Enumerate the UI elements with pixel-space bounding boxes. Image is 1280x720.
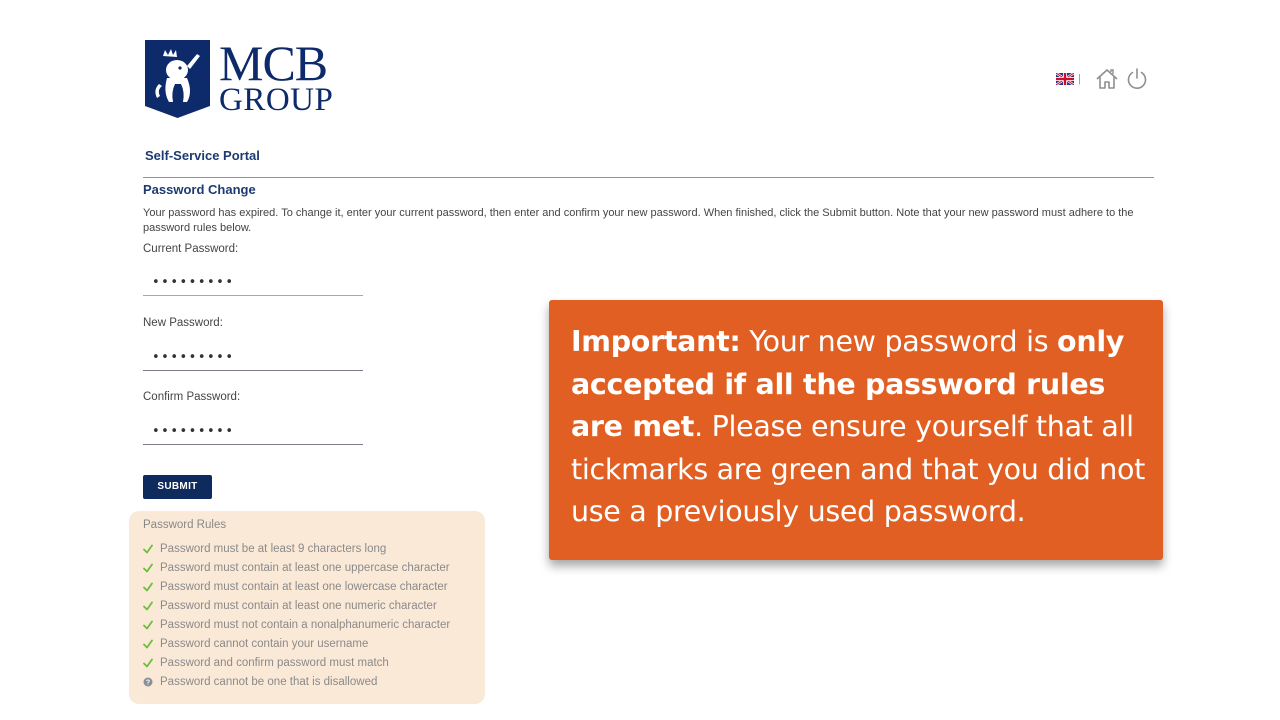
callout-bold-rule: only accepted if all the password rules are met — [571, 325, 1125, 443]
new-password-label: New Password: — [143, 317, 223, 329]
logo-text-mcb: MCB — [219, 35, 328, 91]
rule-item — [143, 636, 368, 652]
rule-text: Password must not contain a nonalphanumeric character — [160, 619, 451, 631]
check-icon — [143, 639, 153, 649]
rule-text: Password must contain at least one uppercase character — [160, 562, 450, 574]
uk-flag-icon[interactable] — [1056, 73, 1074, 85]
rule-text: Password cannot contain your username — [160, 638, 369, 650]
rule-item — [143, 655, 389, 671]
callout-text-part2: . Please ensure yourself that all tickmarks are green and that you did not use a previously used password. — [571, 410, 1146, 528]
rule-item — [143, 674, 377, 690]
rule-text: Password and confirm password must match — [160, 657, 389, 669]
rule-text: Password must contain at least one lowercase character — [160, 581, 448, 593]
rule-text: Password must be at least 9 characters long — [160, 543, 387, 555]
power-icon[interactable] — [1125, 67, 1149, 91]
confirm-password-field[interactable]: ••••••••• — [143, 421, 363, 445]
section-title: Password Change — [143, 182, 256, 197]
check-icon — [143, 544, 153, 554]
instructions-text: Your password has expired. To change it, enter your current password, then enter and confirm your new password. When finished, click the Submit button. Note that your new password must adhere to the password rules below. — [143, 207, 1134, 234]
rule-item — [143, 541, 386, 557]
current-password-label: Current Password: — [143, 243, 239, 255]
rule-text: Password must contain at least one numeric character — [160, 600, 437, 612]
rule-item — [143, 560, 450, 576]
svg-text:?: ? — [145, 679, 151, 687]
confirm-password-label: Confirm Password: — [143, 391, 241, 403]
question-icon — [143, 677, 153, 687]
password-rules-panel — [129, 511, 485, 704]
callout-text-part1: Your new password is — [740, 325, 1058, 358]
callout-text — [571, 321, 1151, 534]
rules-title: Password Rules — [143, 519, 227, 531]
rule-text: Password cannot be one that is disallowed — [160, 676, 378, 688]
rule-item — [143, 579, 448, 595]
mcb-logo — [145, 35, 345, 120]
check-icon — [143, 582, 153, 592]
lion-shield-icon — [145, 40, 210, 118]
logo-text-group: GROUP — [219, 82, 334, 118]
rule-item — [143, 617, 450, 633]
check-icon — [143, 658, 153, 668]
header-separator: | — [1078, 73, 1081, 85]
submit-button[interactable]: SUBMIT — [143, 475, 212, 499]
check-icon — [143, 601, 153, 611]
current-password-field[interactable]: ••••••••• — [143, 272, 363, 296]
portal-title: Self-Service Portal — [145, 148, 260, 163]
header-tools — [1056, 66, 1149, 92]
new-password-field[interactable]: ••••••••• — [143, 347, 363, 371]
home-icon[interactable] — [1095, 67, 1119, 91]
check-icon — [143, 620, 153, 630]
check-icon — [143, 563, 153, 573]
callout-important-label: Important: — [571, 325, 741, 358]
header-divider — [143, 177, 1154, 178]
important-callout — [549, 300, 1163, 560]
rule-item — [143, 598, 437, 614]
